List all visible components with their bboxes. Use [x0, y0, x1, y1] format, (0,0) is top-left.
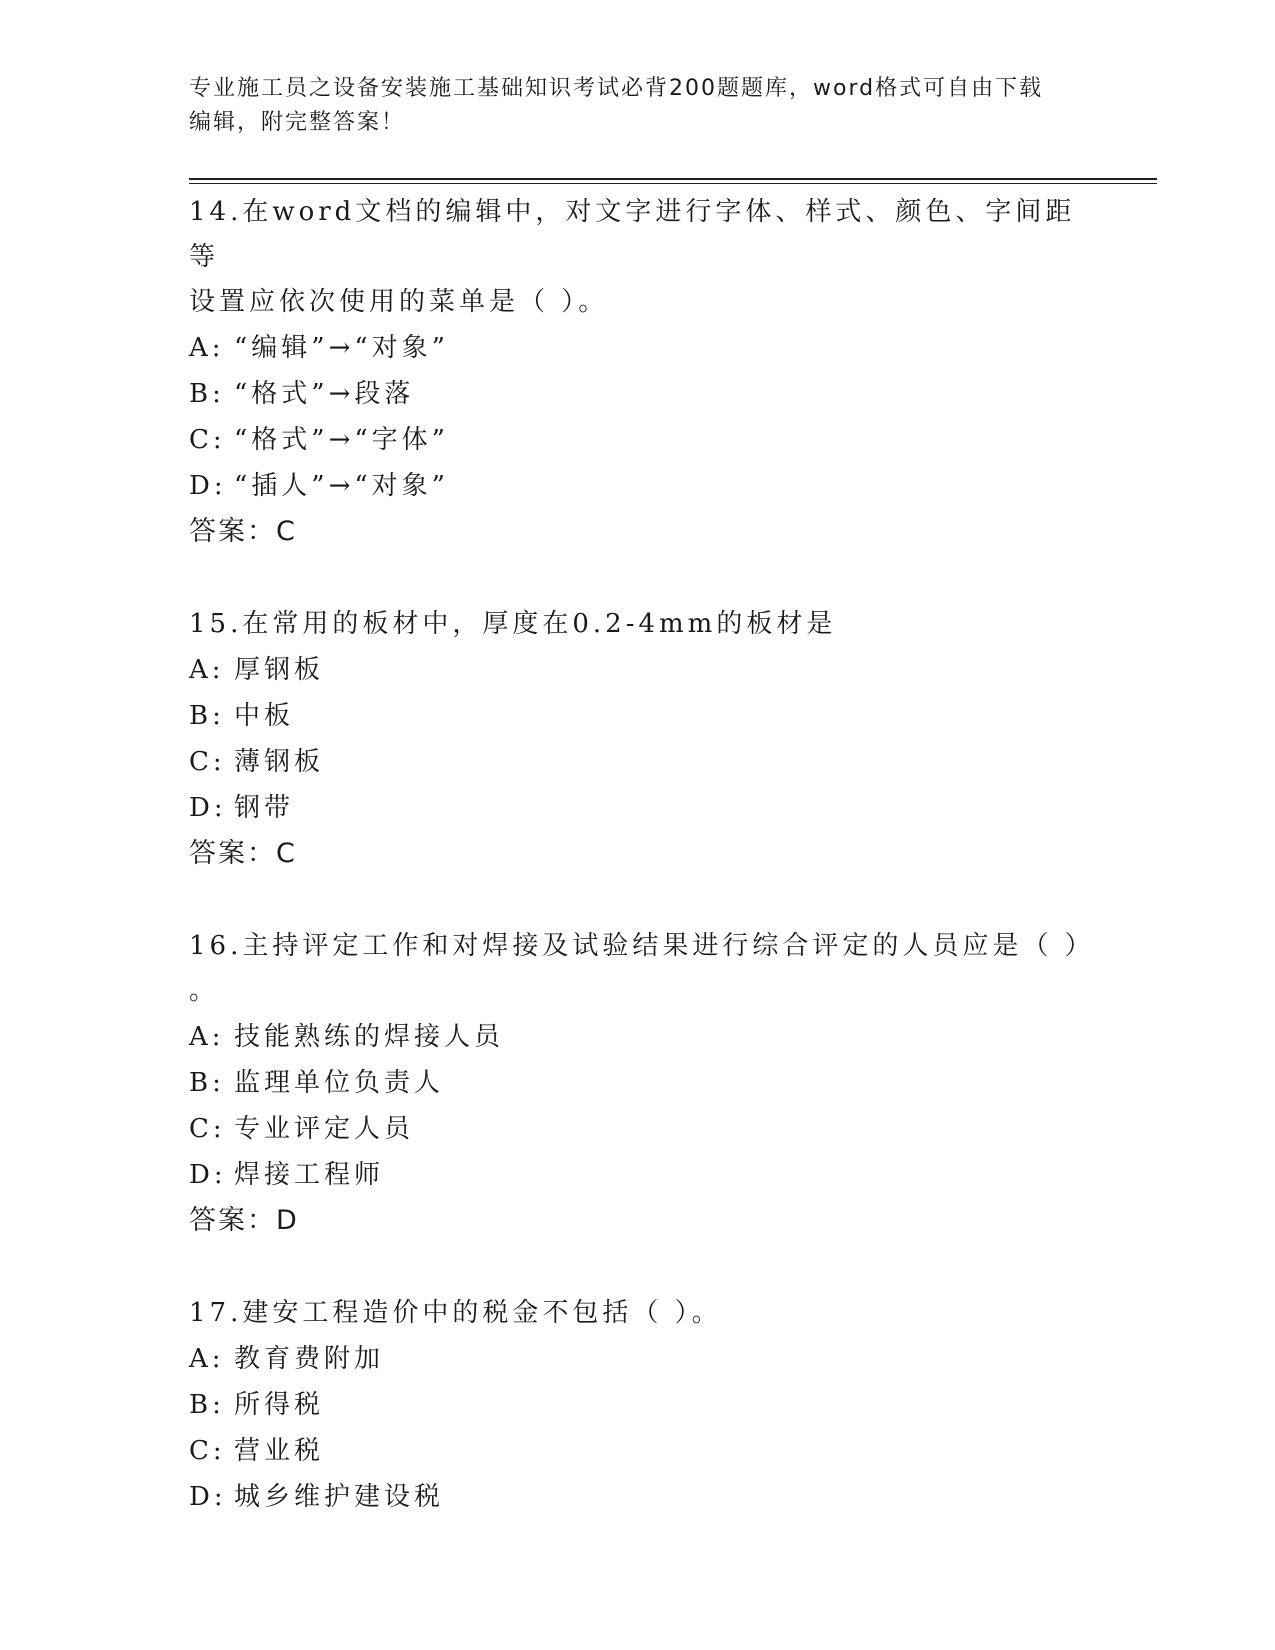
option-key: D:	[189, 1482, 227, 1512]
option-text: 厚钢板	[234, 655, 325, 685]
option-key: B:	[189, 379, 225, 409]
question-stem-line: 设置应依次使用的菜单是（ ）。	[189, 287, 609, 317]
option-a	[189, 647, 1089, 693]
option-key: C:	[189, 1436, 226, 1466]
option-text: 监理单位负责人	[234, 1068, 445, 1098]
option-text: 薄钢板	[234, 747, 325, 777]
option-key: D:	[189, 793, 227, 823]
option-text: 专业评定人员	[234, 1114, 415, 1144]
header-divider	[189, 178, 1157, 184]
question-item	[189, 1291, 1089, 1520]
option-key: D:	[189, 1160, 227, 1190]
option-b	[189, 371, 1089, 417]
option-d	[189, 463, 1089, 509]
option-b	[189, 1382, 1089, 1428]
option-key: A:	[189, 655, 225, 685]
option-d	[189, 1152, 1089, 1198]
option-key: B:	[189, 701, 225, 731]
option-key: A:	[189, 1022, 225, 1052]
option-key: C:	[189, 425, 226, 455]
option-text: “插人”→“对象”	[234, 471, 449, 501]
question-stem-line: 14.在word文档的编辑中，对文字进行字体、样式、颜色、字间距等	[189, 197, 1076, 272]
option-text: 中板	[234, 701, 295, 731]
option-text: “格式”→段落	[234, 379, 415, 409]
option-a	[189, 325, 1089, 371]
option-key: C:	[189, 747, 226, 777]
question-item	[189, 602, 1089, 877]
option-key: B:	[189, 1068, 225, 1098]
header-title-line-1: 专业施工员之设备安装施工基础知识考试必背200题题库，word格式可自由下载	[189, 76, 1044, 101]
option-text: 钢带	[234, 793, 295, 823]
option-d	[189, 1474, 1089, 1520]
question-list	[189, 190, 1095, 1567]
option-c	[189, 739, 1089, 785]
option-text: 城乡维护建设税	[234, 1482, 445, 1512]
option-text: “编辑”→“对象”	[234, 333, 449, 363]
question-stem-line: 。	[189, 976, 220, 1006]
option-c	[189, 1428, 1089, 1474]
question-stem-line: 15.在常用的板材中，厚度在0.2-4mm的板材是	[189, 609, 837, 639]
option-text: 营业税	[234, 1436, 325, 1466]
answer-line: 答案：C	[189, 838, 297, 869]
option-b	[189, 693, 1089, 739]
question-stem-line: 16.主持评定工作和对焊接及试验结果进行综合评定的人员应是（ ）	[189, 931, 1095, 961]
option-key: B:	[189, 1390, 225, 1420]
option-key: D:	[189, 471, 227, 501]
question-stem	[189, 190, 1089, 325]
option-a	[189, 1336, 1089, 1382]
question-stem	[189, 602, 1089, 647]
header-title-line-2: 编辑，附完整答案！	[189, 110, 406, 135]
document-header	[189, 72, 1089, 140]
answer-line: 答案：D	[189, 1205, 299, 1236]
question-item	[189, 190, 1089, 555]
question-stem	[189, 924, 1095, 1014]
option-c	[189, 1106, 1089, 1152]
option-key: A:	[189, 1344, 225, 1374]
option-key: C:	[189, 1114, 226, 1144]
option-key: A:	[189, 333, 225, 363]
option-c	[189, 417, 1089, 463]
answer-line: 答案：C	[189, 516, 297, 547]
option-text: 教育费附加	[234, 1344, 385, 1374]
question-stem-line: 17.建安工程造价中的税金不包括（ ）。	[189, 1298, 722, 1328]
question-item	[189, 924, 1095, 1244]
option-text: 所得税	[234, 1390, 325, 1420]
option-b	[189, 1060, 1089, 1106]
option-text: 技能熟练的焊接人员	[234, 1022, 505, 1052]
option-d	[189, 785, 1089, 831]
option-a	[189, 1014, 1089, 1060]
option-text: 焊接工程师	[234, 1160, 385, 1190]
question-stem	[189, 1291, 1089, 1336]
option-text: “格式”→“字体”	[234, 425, 449, 455]
